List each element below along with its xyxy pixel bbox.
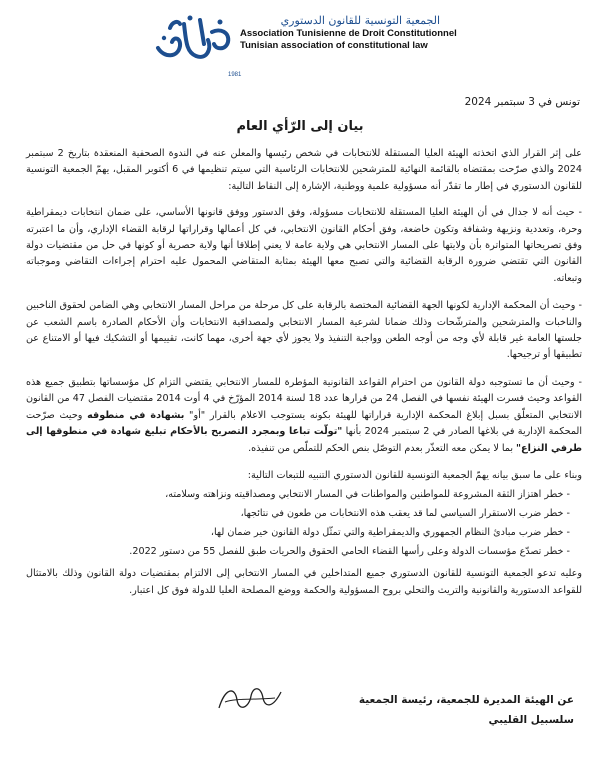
point-paragraph-2 <box>26 298 582 364</box>
point-text: وحيث أن المحكمة الإدارية لكونها الجهة القضائية المختصة بالرقابة على كل مرحلة من مراحل المسار الانتخابي وهي الضامن لحقوق الناخبين والناخبات والمترشحين والمترشّحات وذلك ضمانا لشرعية المسار الانتخابي ولمصداقية الانتخابات وأن الأحكام الصادرة باسم الشعب عن جلستها العامة غير قابلة لأي وجه من أوجه الطعن وواجبة التنفيذ ولا يجوز لأي جهة أخرى، مهما كانت، تقييمها أو التشكيك فيها أو الامتناع عن تطبيقها أو ترجيحها. <box>26 300 582 361</box>
organization-names <box>240 14 480 51</box>
calligraphy-logo-icon <box>150 10 242 70</box>
point-text: حيث أنه لا جدال في أن الهيئة العليا المستقلة للانتخابات مسؤولة، وفق الدستور ووفق قانونها الأساسي، على ضمان انتخابات ديمقراطية وحرة، وتعددية ونزيهة وشفافة وتكون خاضعة، وفق أحكام القانون الانتخابي، في كل أعمالها وقراراتها لرقابة القضاء الإداري، وأن ما اعتبرته وفق تصريحاتها المتواترة بأن ولايتها على المسار الانتخابي هي ولاية عامة لا يعني إطلاقا أنها ولاية حصرية أو كونها في حل من مقتضيات دولة القانون التي تقتضي ضرورة الرقابة القضائية والتي تصبح معها الهيئة بمثابة المتقاضي المحمول عليه احترام إجراءات التقاضي وموجباته وتبعاته. <box>26 207 582 284</box>
consequence-text: خطر تصدّع مؤسسات الدولة وعلى رأسها القضاء الحامي الحقوق والحريات طبق للفصل 55 من دستور 2022. <box>129 546 564 558</box>
point-bullet: - <box>574 376 583 388</box>
point-emphasis-1: بشهادة في منطوقه <box>87 409 185 421</box>
document-date: تونس في 3 سبتمبر 2024 <box>464 96 580 108</box>
closing-paragraph: وعليه تدعو الجمعية التونسية للقانون الدستوري جميع المتداخلين في المسار الانتخابي إلى الالتزام بمقتضيات دولة القانون وذلك بالامتثال للقواعد الدستورية والقانونية والتريث والتحلي بروح المسؤولية والحكمة ووضع المصلحة العليا للدولة فوق كل اعتبار. <box>26 568 582 596</box>
consequence-text: خطر ضرب مبادئ النظام الجمهوري والديمقراطية والتي تمثّل دولة القانون خير ضمان لها، <box>210 527 564 539</box>
point-emphasis-2: "تولّت تباعا وبمجرد التصريح بالأحكام تبليغ شهادة في منطوقها إلى طرفي النزاع" <box>26 426 582 454</box>
logo-year: 1981 <box>228 72 242 78</box>
bullet-dash: - <box>563 546 570 558</box>
consequences-intro: وبناء على ما سبق بيانه يهمّ الجمعية التونسية للقانون الدستوري التنبيه للتبعات التالية: <box>247 469 582 481</box>
document-title: بيان إلى الرّأي العام <box>236 119 364 134</box>
document-body <box>26 146 582 599</box>
consequence-item-4 <box>26 544 582 559</box>
point-bullet: - <box>575 300 583 312</box>
point-paragraph-1 <box>26 205 582 287</box>
signature-title: عن الهيئة المديرة للجمعية، رئيسة الجمعية <box>358 694 574 706</box>
intro-paragraph: على إثر القرار الذي اتخذته الهيئة العليا المستقلة للانتخابات في شخص رئيسها والمعلن عنه في الندوة الصحفية المنعقدة بتاريخ 2 سبتمبر 2024 والذي صرّحت بمقتضاه بالقائمة النهائية للمترشحين للانتخابات الرئاسية التي سيتم تنظيمها في 6 أكتوبر المقبل، يهمّ الجمعية التونسية للقانون الدستوري في إطار ما تقدّر أنه مسؤولية علمية ووطنية، الإشارة إلى النقاط التالية: <box>26 148 582 192</box>
handwritten-signature-icon <box>215 678 285 718</box>
bullet-dash: - <box>563 527 570 539</box>
consequence-item-3 <box>26 525 582 540</box>
point-text-middle: وحيث صرّحت المحكمة الإدارية في بلاغها الصادر في 2 سبتمبر 2024 بأنها <box>26 409 582 438</box>
point-text-tail: بما لا يمكن معه التعذّر بعدم التوصّل بنص الحكم للتملّص من تنفيذه. <box>248 442 517 454</box>
consequence-item-2 <box>26 506 582 521</box>
point-bullet: - <box>574 207 582 219</box>
point-paragraph-3 <box>26 375 582 457</box>
signature-block <box>344 690 574 730</box>
bullet-dash: - <box>563 489 570 501</box>
point-text: وحيث أن ما تستوجبه دولة القانون من احترام القواعد القانونية المؤطرة للمسار الانتخابي يقتضي التزام كل مؤسساتها بتطبيق جميع هذه القواعد وحيث فسرت الهيئة نفسها في الفصل 24 من قرارها عدد 18 لسنة 2014 المؤرّخ في 4 أوت 2014 مقتضيات الفصل 47 من القانون الانتخابي المتعلّق بسبل إبلاغ المحكمة الإدارية قراراتها للهيئة بكونه يستوجب الاعلام بالقرار "أو" <box>26 376 583 421</box>
consequence-text: خطر اهتزاز الثقة المشروعة للمواطنين والمواطنات في المسار الانتخابي ومصداقيته ونزاهته وسلامته، <box>165 489 564 501</box>
org-name-english: Tunisian association of constitutional law <box>240 40 428 51</box>
bullet-dash: - <box>563 508 570 520</box>
signatory-name: سلسبيل القليبي <box>488 714 574 726</box>
consequence-item-1 <box>26 487 582 502</box>
letterhead <box>150 10 470 78</box>
consequence-text: خطر ضرب الاستقرار السياسي لما قد يعقب هذه الانتخابات من طعون في نتائجها، <box>240 508 564 520</box>
org-name-arabic: الجمعية التونسية للقانون الدستوري <box>280 14 440 27</box>
org-name-french: Association Tunisienne de Droit Constitutionnel <box>240 28 457 39</box>
